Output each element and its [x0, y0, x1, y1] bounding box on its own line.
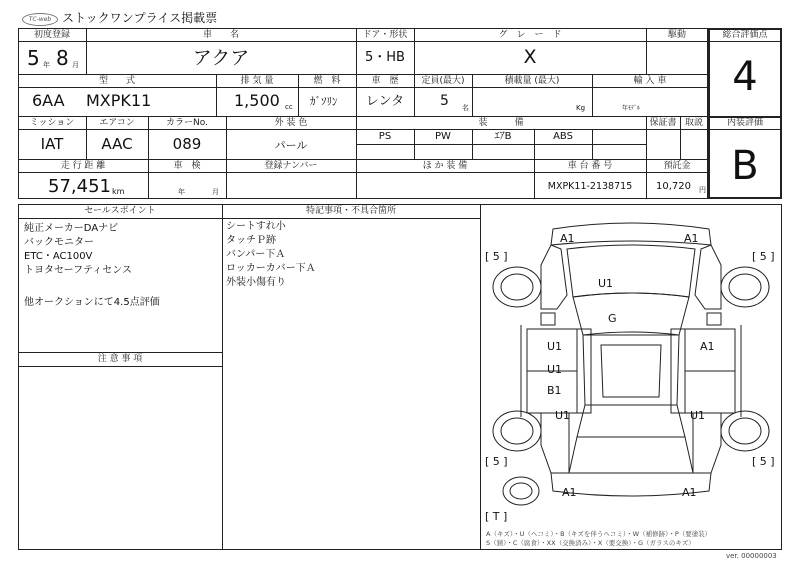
model-prefix: 6AA — [32, 91, 65, 110]
exterior-color-label: 外 装 色 — [274, 118, 308, 128]
chassis-label: 車 台 番 号 — [567, 161, 613, 171]
exterior-color-value: パール — [274, 139, 308, 152]
inspection-label: 車 検 — [173, 161, 201, 171]
history-value: レンタ — [365, 94, 405, 109]
first-reg-label: 初度登録 — [33, 30, 70, 40]
capacity-unit: 名 — [462, 104, 469, 112]
remark-2: タッチＰ跡 — [226, 235, 276, 246]
load-unit: Kg — [576, 104, 586, 112]
remark-1: シートすれ小 — [226, 221, 286, 232]
tire-rear-right-mark: [ 5 ] — [752, 455, 775, 468]
fuel-label: 燃 料 — [313, 76, 341, 86]
remarks-label: 特記事項・不具合箇所 — [305, 206, 396, 216]
displacement-value: 1,500 — [234, 91, 280, 110]
plate-label: 登録ナンバー — [264, 161, 318, 171]
tire-rear-left-mark: [ 5 ] — [485, 455, 508, 468]
interior-score: B — [731, 143, 759, 189]
sales-point-4: トヨタセーフティセンス — [24, 265, 132, 276]
inspection-year-unit: 年 — [178, 188, 185, 196]
tc-web-logo: TC-web — [22, 13, 58, 26]
first-reg-month-unit: 月 — [72, 61, 79, 69]
color-no-value: 089 — [172, 135, 202, 153]
mark-left-rear-fender: U1 — [555, 409, 571, 422]
damage-legend-line-2: S（錆）・C（腐食）・XX（交換済み）・X（要交換）・G（ガラスのキズ） — [486, 539, 695, 547]
sales-point-1: 純正メーカーDAナビ — [24, 223, 119, 234]
other-equipment-label: ほ か 装 備 — [422, 161, 468, 171]
mark-rear-bumper-left: A1 — [562, 486, 577, 499]
price-unit: 円 — [699, 186, 706, 194]
car-name-label: 車 名 — [202, 30, 239, 40]
warranty-label: 保証書 — [649, 118, 677, 128]
mileage-unit: km — [112, 187, 125, 196]
interior-score-label: 内装評価 — [726, 118, 763, 128]
model-label: 型 式 — [98, 76, 135, 86]
first-reg-year-unit: 年 — [43, 61, 50, 69]
tire-front-right-mark: [ 5 ] — [752, 250, 775, 263]
equipment-item-1: PS — [378, 131, 392, 142]
capacity-value: 5 — [440, 93, 449, 109]
mileage-label: 走 行 距 離 — [60, 161, 106, 171]
history-label: 車 歴 — [371, 76, 399, 86]
overall-score: 4 — [732, 54, 758, 100]
sales-point-2: バックモニター — [24, 237, 94, 248]
door-type-label: ドア・形状 — [362, 30, 408, 40]
grade-label: グ レ ー ド — [498, 30, 562, 40]
chassis-value: MXPK11-2138715 — [547, 181, 633, 192]
page-title: ストックワンプライス掲載票 — [62, 11, 218, 25]
sales-point-3: ETC・AC100V — [24, 251, 93, 262]
mark-hood: U1 — [598, 277, 614, 290]
tire-front-left-mark: [ 5 ] — [485, 250, 508, 263]
manual-label: 取説 — [684, 118, 703, 128]
model-value: MXPK11 — [86, 91, 152, 110]
overall-score-label: 総合評価点 — [722, 30, 768, 40]
car-name-value: アクア — [192, 47, 250, 69]
mark-left-rocker: B1 — [547, 384, 562, 397]
price-value: 10,720 — [656, 181, 691, 192]
mark-right-front-door: A1 — [700, 340, 715, 353]
version-label: ver. 00000003 — [726, 552, 777, 560]
import-note: 年ﾓﾃﾞﾙ — [622, 105, 641, 112]
inspection-month-unit: 月 — [212, 188, 219, 196]
sales-points-label: セールスポイント — [84, 206, 156, 216]
sales-point-note: 他オークションにて4.5点評価 — [24, 297, 160, 308]
mark-right-rear-fender: U1 — [690, 409, 706, 422]
grade-value: X — [523, 46, 537, 68]
load-label: 積載量 (最大) — [504, 76, 560, 86]
damage-legend-line-1: A（キズ）・U（ヘコミ）・B（キズを伴うヘコミ）・W（補修跡）・P（要塗装） — [486, 530, 712, 538]
equipment-item-2: PW — [435, 131, 451, 142]
mark-left-rear-door: U1 — [547, 363, 563, 376]
displacement-unit: cc — [285, 103, 293, 111]
remark-4: ロッカーカバー下Ａ — [226, 263, 316, 274]
mark-rear-bumper-right: A1 — [682, 486, 697, 499]
price-label: 預託金 — [663, 161, 691, 171]
equipment-label: 装 備 — [478, 118, 524, 128]
mark-front-bumper-left: A1 — [560, 232, 575, 245]
equipment-item-4: ABS — [553, 131, 573, 142]
first-reg-year: 5 — [27, 46, 40, 70]
mission-label: ミッション — [29, 118, 75, 128]
mark-windshield: G — [608, 312, 617, 325]
fuel-value: ｶﾞｿﾘﾝ — [310, 95, 338, 108]
aircon-value: AAC — [101, 135, 133, 153]
mission-value: IAT — [40, 135, 64, 153]
displacement-label: 排 気 量 — [240, 76, 274, 86]
mark-front-bumper-right: A1 — [684, 232, 699, 245]
color-no-label: カラーNo. — [166, 118, 208, 128]
car-damage-diagram — [481, 205, 781, 549]
drive-label: 駆動 — [667, 30, 686, 40]
capacity-label: 定員(最大) — [421, 76, 465, 86]
mark-left-front-door: U1 — [547, 340, 563, 353]
mileage-value: 57,451 — [48, 176, 111, 197]
equipment-item-3: ｴｱB — [494, 131, 512, 142]
aircon-label: エアコン — [99, 118, 135, 128]
caution-label: 注 意 事 項 — [97, 354, 143, 364]
door-type-value: 5・HB — [365, 50, 405, 65]
import-label: 輸 入 車 — [633, 76, 667, 86]
first-reg-month: 8 — [56, 46, 69, 70]
remark-3: バンパー下Ａ — [226, 249, 286, 260]
remark-5: 外装小傷有り — [226, 277, 286, 288]
tire-spare-mark: [ T ] — [485, 510, 508, 523]
